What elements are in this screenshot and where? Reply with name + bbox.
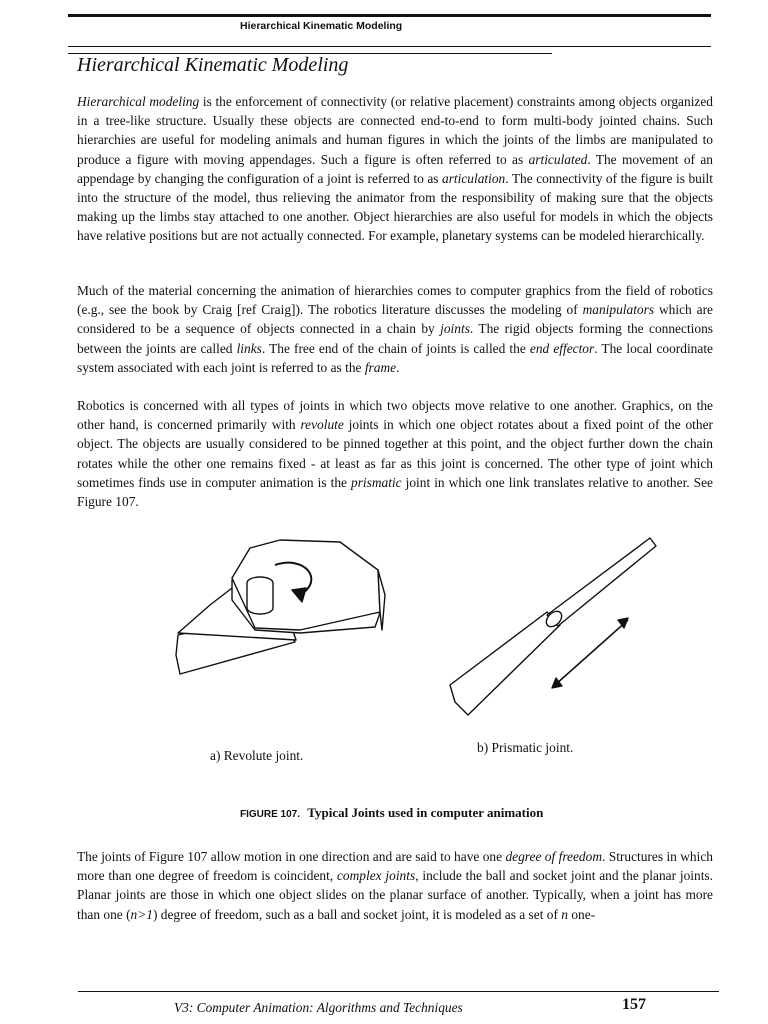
footer-book-title: V3: Computer Animation: Algorithms and Techniques (174, 1000, 463, 1015)
italic-term: complex joints (336, 868, 416, 884)
italic-term: frame (364, 359, 397, 375)
text-run: , include the ball and socket joint and the planar joints. Planar joints are those in which one object slides on the planar surface of another. Typically, when a joint has more than one ( (77, 868, 713, 922)
text-run: . The connectivity of the figure is built into the structure of the model, thus relieving the animator from the responsibility of making sure that the objects making up the limbs stay attached to one another. Object hierarchies are also useful for models in which the objects have relative positions but are not actually connected. For example, planetary systems can be modeled hierarchically. (77, 170, 713, 244)
prismatic-joint-drawing (450, 538, 656, 715)
upper-link-right-face (378, 570, 385, 630)
paragraph-2 (77, 281, 713, 377)
italic-term: articulation (442, 170, 506, 186)
italic-term: revolute (300, 417, 344, 433)
text-run: one- (567, 906, 596, 922)
section-title: Hierarchical Kinematic Modeling (77, 54, 349, 76)
figure-label: FIGURE 107. (240, 809, 301, 820)
text-run: joint in which one link translates relative to another. See Figure 107. (77, 474, 714, 510)
text-run: ) degree of freedom, such as a ball and socket joint, it is modeled as a set of (152, 906, 562, 922)
text-run: . The local coordinate system associated with each joint is referred to as the (77, 340, 713, 375)
pin-cylinder-body (247, 583, 273, 614)
text-run: Robotics is concerned with all types of joints in which two objects move relative to one another. Graphics, on the other hand, is concerned primarily with (77, 398, 713, 433)
inner-rod (547, 538, 656, 626)
subcaption-revolute: a) Revolute joint. (210, 748, 304, 763)
text-run: is the enforcement of connectivity (or relative placement) constraints among objects organized in a tree-like structure. Usually these objects are connected end-to-end to form multi-body jointed chains. Such hierarchies are useful for modeling animals and human figures in which the joints of the limbs are manipulated to produce a figure with moving appendages. Such a figure is often referred to as (77, 94, 713, 167)
footer-rule (78, 991, 719, 992)
figure-caption (240, 805, 543, 821)
figure-107-illustration (150, 530, 670, 730)
italic-term: links (236, 340, 262, 356)
text-run: . The movement of an appendage by changing the configuration of a joint is referred to as (77, 151, 713, 186)
italic-term: degree of freedom (505, 849, 602, 864)
paragraph-4 (77, 847, 713, 924)
italic-term: manipulators (582, 302, 655, 318)
paragraph-1 (77, 92, 713, 246)
translation-arrow-shaft (555, 620, 628, 685)
text-run: which are considered to be a sequence of objects connected in a chain by (77, 302, 713, 337)
text-run: . The rigid objects forming the connections between the joints are called (77, 321, 713, 356)
italic-term: n (561, 906, 568, 922)
revolute-joint-drawing (176, 540, 385, 674)
italic-term: prismatic (351, 474, 402, 490)
italic-term: Hierarchical modeling (77, 94, 200, 109)
italic-term: end effector (529, 340, 595, 356)
subcaption-prismatic: b) Prismatic joint. (477, 740, 574, 755)
text-run: joints in which one object rotates about a fixed point of the other object. The objects are usually considered to be pinned together at this point, and the object further down the chain rotates while the other one remains fixed - at least as far as this joint is concerned. The other type of joint which sometimes finds use in computer animation is the (77, 417, 713, 490)
italic-term: n>1 (130, 906, 153, 922)
italic-term: joints (440, 321, 470, 337)
figure-caption-text: Typical Joints used in computer animation (307, 805, 544, 820)
header-bottom-rule (68, 46, 711, 47)
running-head: Hierarchical Kinematic Modeling (240, 20, 403, 32)
text-run: Much of the material concerning the animation of hierarchies comes to computer graphics from the field of robotics (e.g., see the book by Craig [ref Craig]). The robotics literature discusses the modeling of (77, 283, 713, 318)
paragraph-3 (77, 396, 713, 511)
text-run: The joints of Figure 107 allow motion in one direction and are said to have one (77, 849, 506, 864)
text-run: . The free end of the chain of joints is called the (261, 340, 530, 356)
header-top-rule (68, 14, 711, 17)
page-number: 157 (622, 996, 646, 1013)
text-run: . Structures in which more than one degree of freedom is coincident, (77, 849, 713, 884)
text-run: . (396, 359, 400, 375)
outer-link (450, 612, 560, 715)
italic-term: articulated (528, 151, 588, 167)
